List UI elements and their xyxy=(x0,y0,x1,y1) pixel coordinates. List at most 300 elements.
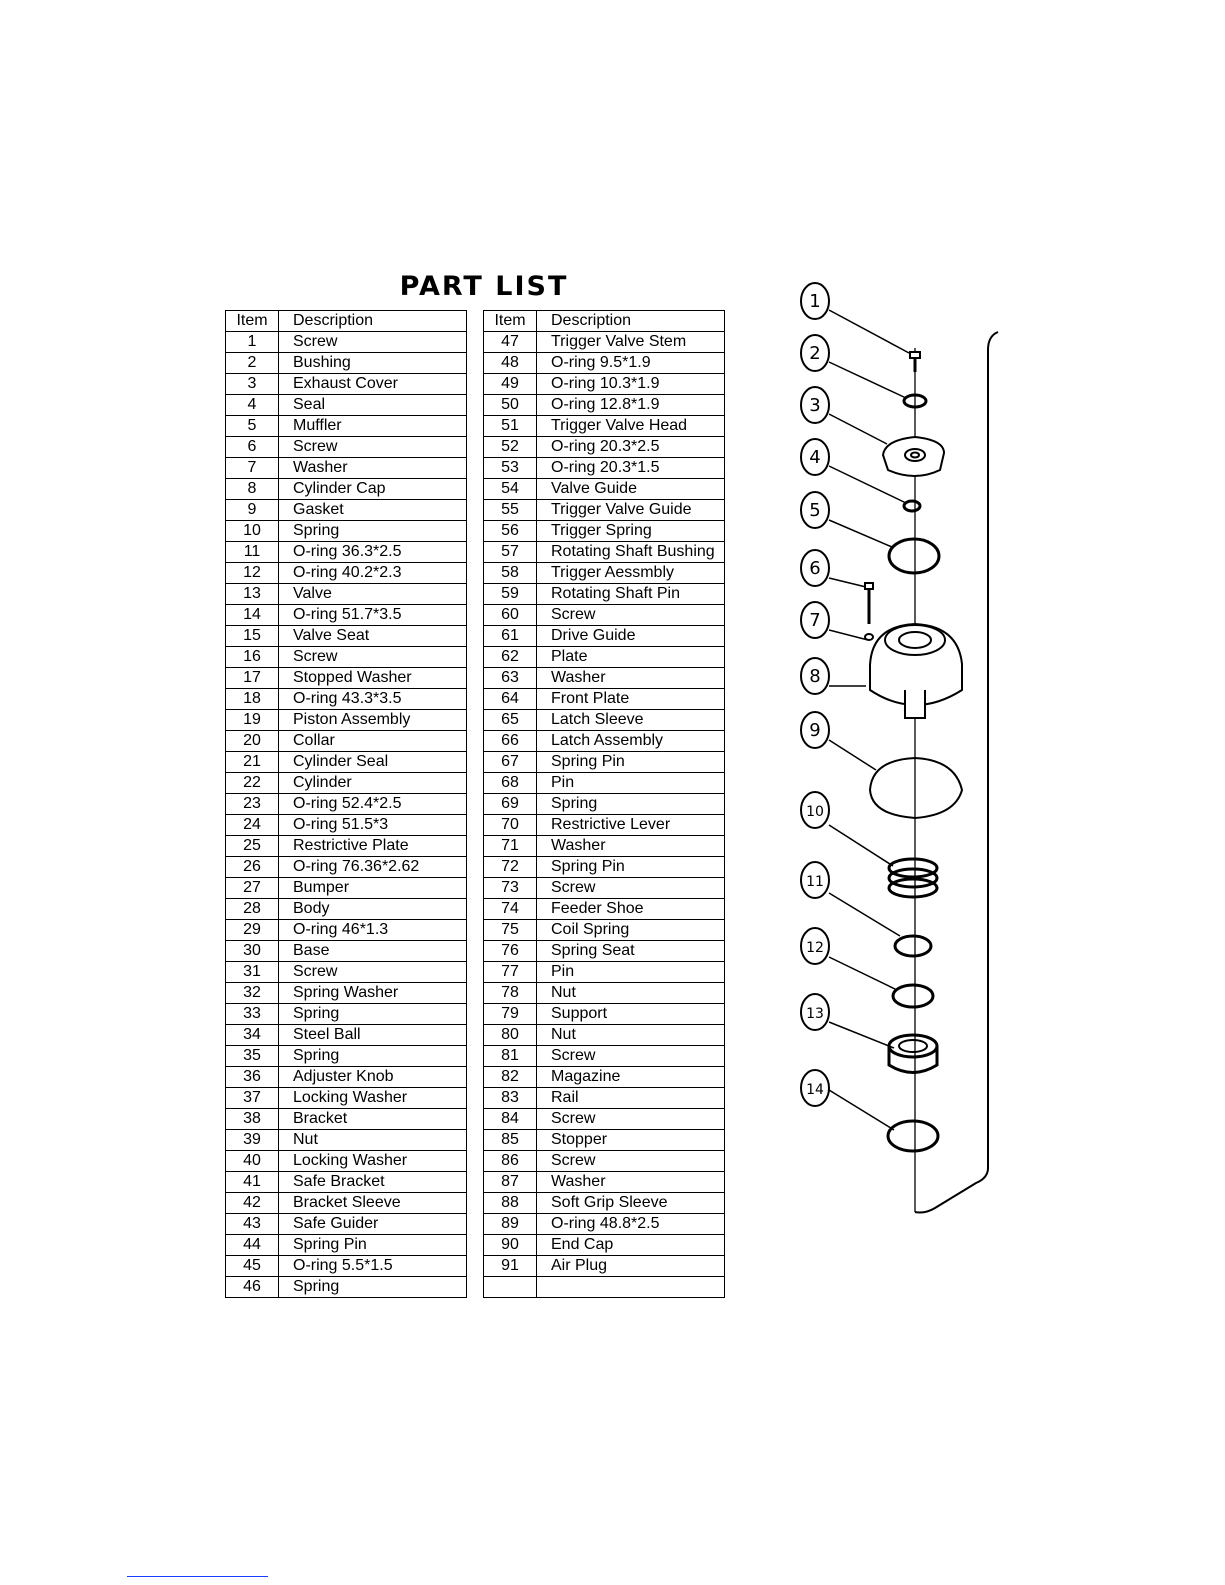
column-gap xyxy=(467,668,484,689)
column-gap xyxy=(467,1172,484,1193)
column-gap xyxy=(467,353,484,374)
table-row xyxy=(226,395,725,416)
column-gap xyxy=(467,941,484,962)
table-row xyxy=(226,899,725,920)
part-item-number: 87 xyxy=(484,1172,537,1193)
part-description: Cylinder Cap xyxy=(279,479,467,500)
part-item-number: 41 xyxy=(226,1172,279,1193)
part-item-number: 3 xyxy=(226,374,279,395)
part-item-number: 49 xyxy=(484,374,537,395)
part-description: Spring xyxy=(279,1004,467,1025)
callout-number: 11 xyxy=(806,874,824,890)
table-row xyxy=(226,815,725,836)
part-exhaust-cover-illustration xyxy=(883,437,944,476)
part-description: Support xyxy=(537,1004,725,1025)
part-description: Screw xyxy=(537,878,725,899)
column-gap xyxy=(467,1130,484,1151)
part-item-number: 63 xyxy=(484,668,537,689)
part-cylinder-cap-illustration xyxy=(870,624,962,718)
column-gap xyxy=(467,1151,484,1172)
part-description: Steel Ball xyxy=(279,1025,467,1046)
part-description: O-ring 51.7*3.5 xyxy=(279,605,467,626)
column-gap xyxy=(467,311,484,332)
part-item-number: 14 xyxy=(226,605,279,626)
column-gap xyxy=(467,1193,484,1214)
part-item-number: 88 xyxy=(484,1193,537,1214)
column-gap xyxy=(467,983,484,1004)
part-description: Trigger Valve Stem xyxy=(537,332,725,353)
part-description: Screw xyxy=(537,1151,725,1172)
table-row xyxy=(226,1172,725,1193)
callout-number: 2 xyxy=(809,343,821,364)
part-item-number: 47 xyxy=(484,332,537,353)
part-description: Bumper xyxy=(279,878,467,899)
part-item-number: 36 xyxy=(226,1067,279,1088)
part-item-number: 31 xyxy=(226,962,279,983)
part-item-number: 59 xyxy=(484,584,537,605)
page-title: PART LIST xyxy=(399,271,569,302)
part-description: Collar xyxy=(279,731,467,752)
table-row xyxy=(226,416,725,437)
part-description: O-ring 10.3*1.9 xyxy=(537,374,725,395)
callout-4 xyxy=(801,439,829,475)
part-description: O-ring 40.2*2.3 xyxy=(279,563,467,584)
part-description: Spring xyxy=(537,794,725,815)
part-item-number: 79 xyxy=(484,1004,537,1025)
part-description: Seal xyxy=(279,395,467,416)
part-description: Latch Sleeve xyxy=(537,710,725,731)
table-row xyxy=(226,1004,725,1025)
column-gap xyxy=(467,878,484,899)
callout-number: 8 xyxy=(809,666,821,687)
part-description: Gasket xyxy=(279,500,467,521)
part-description: Trigger Spring xyxy=(537,521,725,542)
part-item-number: 56 xyxy=(484,521,537,542)
column-gap xyxy=(467,857,484,878)
part-description: Locking Washer xyxy=(279,1088,467,1109)
column-gap xyxy=(467,500,484,521)
part-description: Screw xyxy=(279,332,467,353)
table-row xyxy=(226,1130,725,1151)
callout-number: 5 xyxy=(809,500,821,521)
column-gap xyxy=(467,479,484,500)
part-description: Feeder Shoe xyxy=(537,899,725,920)
part-item-number: 34 xyxy=(226,1025,279,1046)
part-item-number: 86 xyxy=(484,1151,537,1172)
part-item-number: 43 xyxy=(226,1214,279,1235)
table-row xyxy=(226,521,725,542)
parts-table-body xyxy=(226,332,725,1298)
part-item-number: 13 xyxy=(226,584,279,605)
part-description: O-ring 52.4*2.5 xyxy=(279,794,467,815)
table-row xyxy=(226,1088,725,1109)
table-row xyxy=(226,500,725,521)
table-row xyxy=(226,437,725,458)
callout-number: 9 xyxy=(809,720,821,741)
part-item-number: 52 xyxy=(484,437,537,458)
part-description: Screw xyxy=(279,647,467,668)
part-item-number: 68 xyxy=(484,773,537,794)
column-header-description: Description xyxy=(279,311,467,332)
callout-number: 1 xyxy=(809,291,821,312)
part-item-number: 81 xyxy=(484,1046,537,1067)
table-row xyxy=(226,353,725,374)
part-description: End Cap xyxy=(537,1235,725,1256)
part-description: Spring Seat xyxy=(537,941,725,962)
part-item-number: 67 xyxy=(484,752,537,773)
callout-9 xyxy=(801,712,829,748)
part-description: Spring xyxy=(279,1046,467,1067)
column-gap xyxy=(467,836,484,857)
part-description: Screw xyxy=(537,1046,725,1067)
part-item-number: 76 xyxy=(484,941,537,962)
part-item-number: 10 xyxy=(226,521,279,542)
column-gap xyxy=(467,458,484,479)
part-description: Screw xyxy=(279,437,467,458)
table-row xyxy=(226,836,725,857)
part-item-number: 35 xyxy=(226,1046,279,1067)
part-description: Valve Seat xyxy=(279,626,467,647)
part-item-number: 62 xyxy=(484,647,537,668)
part-description: Spring Pin xyxy=(279,1235,467,1256)
column-gap xyxy=(467,1235,484,1256)
column-gap xyxy=(467,1025,484,1046)
table-row xyxy=(226,668,725,689)
column-gap xyxy=(467,584,484,605)
part-description: Restrictive Lever xyxy=(537,815,725,836)
part-item-number: 53 xyxy=(484,458,537,479)
callout-2 xyxy=(801,335,829,371)
column-gap xyxy=(467,563,484,584)
table-row xyxy=(226,920,725,941)
part-description: Rotating Shaft Pin xyxy=(537,584,725,605)
exploded-parts-diagram xyxy=(800,282,1005,1222)
callout-7 xyxy=(801,602,829,638)
part-item-number: 26 xyxy=(226,857,279,878)
part-description: Stopper xyxy=(537,1130,725,1151)
callout-number: 12 xyxy=(806,940,824,956)
part-item-number: 18 xyxy=(226,689,279,710)
column-gap xyxy=(467,1004,484,1025)
part-description: O-ring 20.3*1.5 xyxy=(537,458,725,479)
column-header-item: Item xyxy=(484,311,537,332)
column-gap xyxy=(467,815,484,836)
column-gap xyxy=(467,710,484,731)
part-description: Muffler xyxy=(279,416,467,437)
part-description: Valve xyxy=(279,584,467,605)
part-item-number: 40 xyxy=(226,1151,279,1172)
column-gap xyxy=(467,332,484,353)
table-row xyxy=(226,878,725,899)
column-gap xyxy=(467,521,484,542)
part-item-number: 64 xyxy=(484,689,537,710)
column-gap xyxy=(467,1214,484,1235)
part-item-number: 91 xyxy=(484,1256,537,1277)
column-gap xyxy=(467,1277,484,1298)
part-item-number: 71 xyxy=(484,836,537,857)
part-description: Nut xyxy=(537,983,725,1004)
table-row xyxy=(226,983,725,1004)
callout-11 xyxy=(801,862,829,898)
part-item-number: 2 xyxy=(226,353,279,374)
table-row xyxy=(226,794,725,815)
part-item-number: 5 xyxy=(226,416,279,437)
part-description: O-ring 51.5*3 xyxy=(279,815,467,836)
table-row xyxy=(226,773,725,794)
part-item-number: 17 xyxy=(226,668,279,689)
part-description: Piston Assembly xyxy=(279,710,467,731)
part-item-number: 42 xyxy=(226,1193,279,1214)
part-item-number: 7 xyxy=(226,458,279,479)
part-item-number: 83 xyxy=(484,1088,537,1109)
part-item-number: 22 xyxy=(226,773,279,794)
part-description: Locking Washer xyxy=(279,1151,467,1172)
callout-1 xyxy=(801,283,829,319)
column-gap xyxy=(467,416,484,437)
part-item-number: 15 xyxy=(226,626,279,647)
table-row xyxy=(226,1109,725,1130)
part-item-number: 78 xyxy=(484,983,537,1004)
part-description: Trigger Valve Head xyxy=(537,416,725,437)
part-description: Safe Guider xyxy=(279,1214,467,1235)
part-item-number: 24 xyxy=(226,815,279,836)
part-description: Exhaust Cover xyxy=(279,374,467,395)
part-item-number: 72 xyxy=(484,857,537,878)
part-description: Spring Washer xyxy=(279,983,467,1004)
column-gap xyxy=(467,920,484,941)
callout-14 xyxy=(801,1070,829,1106)
part-description: Rail xyxy=(537,1088,725,1109)
table-row xyxy=(226,542,725,563)
part-description: O-ring 36.3*2.5 xyxy=(279,542,467,563)
part-gasket-illustration xyxy=(870,758,962,818)
column-header-description: Description xyxy=(537,311,725,332)
part-description: Pin xyxy=(537,773,725,794)
part-description: O-ring 43.3*3.5 xyxy=(279,689,467,710)
part-description: Screw xyxy=(537,605,725,626)
part-item-number: 28 xyxy=(226,899,279,920)
part-description: Spring Pin xyxy=(537,857,725,878)
part-item-number: 39 xyxy=(226,1130,279,1151)
part-item-number: 65 xyxy=(484,710,537,731)
part-description: Trigger Aessmbly xyxy=(537,563,725,584)
part-description: Soft Grip Sleeve xyxy=(537,1193,725,1214)
part-item-number: 90 xyxy=(484,1235,537,1256)
part-item-number: 21 xyxy=(226,752,279,773)
table-row xyxy=(226,1277,725,1298)
callout-number: 6 xyxy=(809,558,821,579)
part-item-number: 37 xyxy=(226,1088,279,1109)
column-gap xyxy=(467,1109,484,1130)
part-description: Bracket xyxy=(279,1109,467,1130)
table-row xyxy=(226,689,725,710)
column-gap xyxy=(467,1088,484,1109)
part-description: Nut xyxy=(279,1130,467,1151)
part-item-number: 85 xyxy=(484,1130,537,1151)
part-description: O-ring 76.36*2.62 xyxy=(279,857,467,878)
part-description: Screw xyxy=(537,1109,725,1130)
table-row xyxy=(226,752,725,773)
table-row xyxy=(226,374,725,395)
column-gap xyxy=(467,395,484,416)
table-row xyxy=(226,1235,725,1256)
column-gap xyxy=(467,647,484,668)
column-gap xyxy=(467,1067,484,1088)
callout-number: 10 xyxy=(806,804,824,820)
part-item-number: 54 xyxy=(484,479,537,500)
part-item-number: 89 xyxy=(484,1214,537,1235)
callout-number: 4 xyxy=(809,447,821,468)
column-gap xyxy=(467,626,484,647)
part-description: Cylinder Seal xyxy=(279,752,467,773)
part-item-number: 4 xyxy=(226,395,279,416)
part-item-number: 69 xyxy=(484,794,537,815)
part-description: Washer xyxy=(279,458,467,479)
table-row xyxy=(226,584,725,605)
part-item-number: 16 xyxy=(226,647,279,668)
table-row xyxy=(226,941,725,962)
part-item-number: 8 xyxy=(226,479,279,500)
callout-labels xyxy=(801,283,829,1106)
table-row xyxy=(226,1256,725,1277)
part-o-ring-illustration xyxy=(888,1121,938,1151)
part-description: Spring Pin xyxy=(537,752,725,773)
part-item-number: 75 xyxy=(484,920,537,941)
part-screw-illustration xyxy=(865,583,873,624)
callout-number: 3 xyxy=(809,395,821,416)
part-description: Valve Guide xyxy=(537,479,725,500)
column-gap xyxy=(467,605,484,626)
part-item-number: 66 xyxy=(484,731,537,752)
part-item-number: 77 xyxy=(484,962,537,983)
column-gap xyxy=(467,752,484,773)
part-item-number: 48 xyxy=(484,353,537,374)
column-gap xyxy=(467,899,484,920)
part-description: Pin xyxy=(537,962,725,983)
callout-number: 14 xyxy=(806,1082,824,1098)
part-valve-illustration xyxy=(889,1035,937,1073)
table-row xyxy=(226,626,725,647)
table-row xyxy=(226,563,725,584)
part-description: Trigger Valve Guide xyxy=(537,500,725,521)
table-row xyxy=(226,647,725,668)
part-item-number: 74 xyxy=(484,899,537,920)
part-description: Coil Spring xyxy=(537,920,725,941)
part-item-number: 6 xyxy=(226,437,279,458)
part-o-ring-illustration xyxy=(893,985,933,1007)
table-row xyxy=(226,731,725,752)
part-item-number: 9 xyxy=(226,500,279,521)
part-item-number: 27 xyxy=(226,878,279,899)
table-row xyxy=(226,962,725,983)
part-item-number: 45 xyxy=(226,1256,279,1277)
callout-number: 13 xyxy=(806,1006,824,1022)
part-description: Nut xyxy=(537,1025,725,1046)
column-gap xyxy=(467,731,484,752)
part-item-number: 29 xyxy=(226,920,279,941)
part-description: Front Plate xyxy=(537,689,725,710)
part-washer-illustration xyxy=(865,634,873,640)
footer-link-underline xyxy=(127,1576,268,1577)
part-description: O-ring 48.8*2.5 xyxy=(537,1214,725,1235)
callout-10 xyxy=(801,792,829,828)
part-description: Bracket Sleeve xyxy=(279,1193,467,1214)
table-row xyxy=(226,458,725,479)
callout-8 xyxy=(801,658,829,694)
callout-number: 7 xyxy=(809,610,821,631)
table-header-row xyxy=(226,311,725,332)
table-row xyxy=(226,332,725,353)
part-description: Washer xyxy=(537,836,725,857)
part-item-number: 44 xyxy=(226,1235,279,1256)
column-gap xyxy=(467,374,484,395)
callout-5 xyxy=(801,492,829,528)
part-item-number: 11 xyxy=(226,542,279,563)
part-description: O-ring 20.3*2.5 xyxy=(537,437,725,458)
table-row xyxy=(226,479,725,500)
part-description xyxy=(537,1277,725,1298)
part-item-number: 46 xyxy=(226,1277,279,1298)
callout-3 xyxy=(801,387,829,423)
table-row xyxy=(226,1025,725,1046)
part-item-number xyxy=(484,1277,537,1298)
part-description: O-ring 12.8*1.9 xyxy=(537,395,725,416)
part-item-number: 1 xyxy=(226,332,279,353)
column-gap xyxy=(467,773,484,794)
callout-12 xyxy=(801,928,829,964)
part-description: Latch Assembly xyxy=(537,731,725,752)
part-o-ring-illustration xyxy=(895,936,931,956)
table-row xyxy=(226,605,725,626)
part-item-number: 23 xyxy=(226,794,279,815)
part-item-number: 82 xyxy=(484,1067,537,1088)
part-item-number: 60 xyxy=(484,605,537,626)
part-item-number: 19 xyxy=(226,710,279,731)
part-screw-illustration xyxy=(910,352,920,372)
part-description: Magazine xyxy=(537,1067,725,1088)
part-description: Stopped Washer xyxy=(279,668,467,689)
table-row xyxy=(226,1067,725,1088)
column-gap xyxy=(467,689,484,710)
table-row xyxy=(226,857,725,878)
part-description: Restrictive Plate xyxy=(279,836,467,857)
part-description: O-ring 46*1.3 xyxy=(279,920,467,941)
parts-table xyxy=(225,310,725,1298)
part-item-number: 55 xyxy=(484,500,537,521)
part-item-number: 38 xyxy=(226,1109,279,1130)
column-gap xyxy=(467,962,484,983)
column-gap xyxy=(467,437,484,458)
part-description: Plate xyxy=(537,647,725,668)
table-row xyxy=(226,1214,725,1235)
part-item-number: 25 xyxy=(226,836,279,857)
part-item-number: 70 xyxy=(484,815,537,836)
part-description: Base xyxy=(279,941,467,962)
callout-13 xyxy=(801,994,829,1030)
part-description: Safe Bracket xyxy=(279,1172,467,1193)
part-description: Bushing xyxy=(279,353,467,374)
part-item-number: 50 xyxy=(484,395,537,416)
part-description: Washer xyxy=(537,668,725,689)
part-description: O-ring 5.5*1.5 xyxy=(279,1256,467,1277)
part-item-number: 61 xyxy=(484,626,537,647)
part-muffler-illustration xyxy=(889,539,939,573)
part-item-number: 58 xyxy=(484,563,537,584)
part-description: Spring xyxy=(279,521,467,542)
column-gap xyxy=(467,542,484,563)
part-item-number: 73 xyxy=(484,878,537,899)
column-header-item: Item xyxy=(226,311,279,332)
